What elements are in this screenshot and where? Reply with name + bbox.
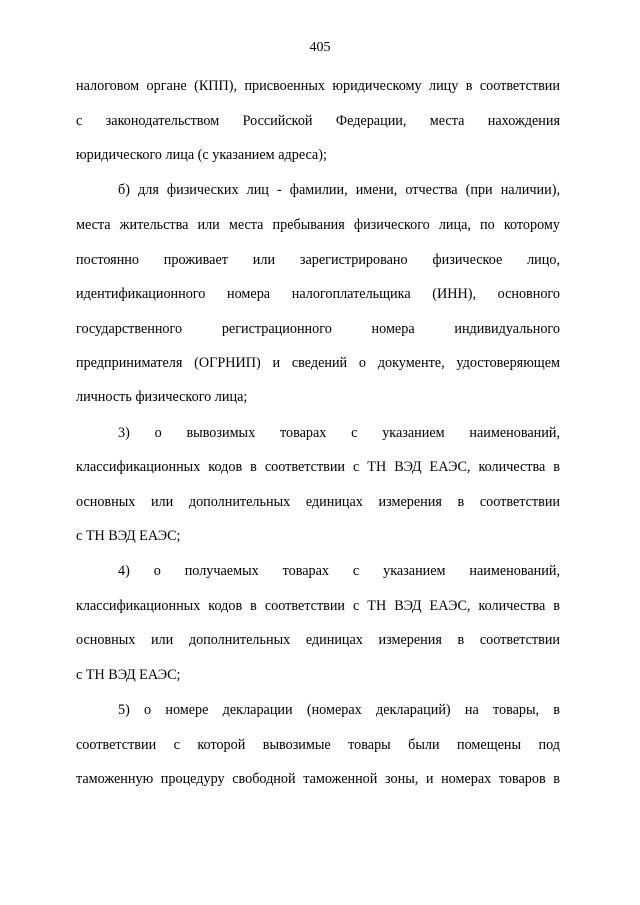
text-line: места жительства или места пребывания физического лица, по которому xyxy=(76,217,560,233)
text-line: с ТН ВЭД ЕАЭС; xyxy=(76,667,181,683)
text-line: с ТН ВЭД ЕАЭС; xyxy=(76,528,181,544)
text-line: основных или дополнительных единицах измерения в соответствии xyxy=(76,494,560,510)
text-line: классификационных кодов в соответствии с ТН ВЭД ЕАЭС, количества в xyxy=(76,598,560,614)
text-line: государственного регистрационного номера индивидуального xyxy=(76,321,560,337)
text-line: с законодательством Российской Федерации, места нахождения xyxy=(76,113,560,129)
text-line: налоговом органе (КПП), присвоенных юридическому лицу в соответствии xyxy=(76,78,560,94)
text-line: постоянно проживает или зарегистрировано физическое лицо, xyxy=(76,252,560,268)
text-line: личность физического лица; xyxy=(76,389,248,405)
text-line: таможенную процедуру свободной таможенной зоны, и номерах товаров в xyxy=(76,771,560,787)
page-number: 405 xyxy=(309,40,331,55)
text-line: идентификационного номера налогоплательщика (ИНН), основного xyxy=(76,286,560,302)
text-line: предпринимателя (ОГРНИП) и сведений о документе, удостоверяющем xyxy=(76,355,560,371)
text-line: соответствии с которой вывозимые товары были помещены под xyxy=(76,737,560,753)
text-line: 3) о вывозимых товарах с указанием наименований, xyxy=(118,425,560,441)
text-line: б) для физических лиц - фамилии, имени, отчества (при наличии), xyxy=(118,182,560,198)
text-line: юридического лица (с указанием адреса); xyxy=(76,147,327,163)
text-line: основных или дополнительных единицах измерения в соответствии xyxy=(76,632,560,648)
text-line: классификационных кодов в соответствии с ТН ВЭД ЕАЭС, количества в xyxy=(76,459,560,475)
text-line: 5) о номере декларации (номерах деклараций) на товары, в xyxy=(118,702,560,718)
text-line: 4) о получаемых товарах с указанием наименований, xyxy=(118,563,560,579)
